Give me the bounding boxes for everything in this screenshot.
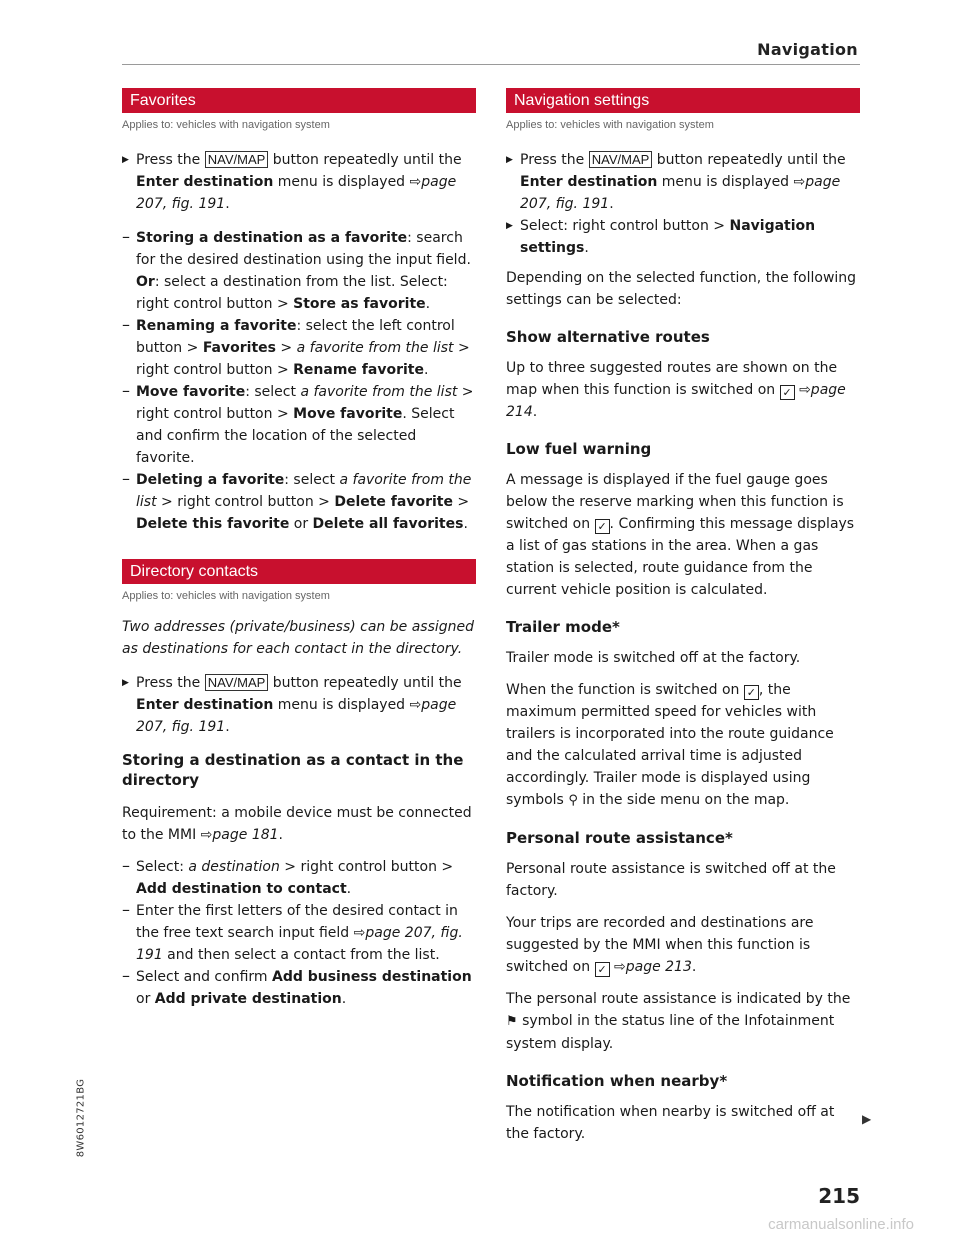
directory-intro: Two addresses (private/business) can be assigned as destinations for each contact in the directory. <box>122 619 475 657</box>
low-fuel-text: A message is displayed if the fuel gauge goes below the reserve marking when this function is switched on ✓ . Confirming this message displays a list of gas stations in the area. When a gas station is selected, route guidance from the current vehicle position is calculated. <box>506 472 855 598</box>
personal-default-text: Personal route assistance is switched off at the factory. <box>506 861 836 899</box>
nearby-text: The notification when nearby is switched off at the factory. <box>506 1104 835 1142</box>
header-rule <box>122 64 860 65</box>
nav-map-key: NAV/MAP <box>205 674 269 691</box>
directory-enter-item: – Enter the first letters of the desired contact in the free text search input field ⇨page 207, fig. 191 and then select a contact from the list. <box>122 900 463 963</box>
page-ref: ⇨page 207, fig. 191 <box>136 697 457 735</box>
directory-select-item: – Select: a destination > right control button > Add destination to contact. <box>122 856 454 897</box>
directory-step: ▶ Press the NAV/MAP button repeatedly until the Enter destination menu is displayed ⇨page 207, fig. 191. <box>122 672 476 738</box>
continue-arrow-icon: ▶ <box>862 1112 872 1126</box>
checkbox-icon: ✓ <box>744 685 759 700</box>
settings-step-2: ▶ Select: right control button > Navigation settings. <box>506 215 860 259</box>
trailer-heading: Trailer mode* <box>506 618 620 636</box>
alt-routes-heading: Show alternative routes <box>506 328 710 346</box>
nav-map-key: NAV/MAP <box>589 151 653 168</box>
alt-routes-text: Up to three suggested routes are shown on the map when this function is switched on ✓ ⇨page 214. <box>506 360 846 420</box>
favorites-move-item: – Move favorite: select a favorite from the list > right control button > Move favorite. Select and confirm the location of the selected favorite. <box>122 381 474 466</box>
directory-requirement: Requirement: a mobile device must be connected to the MMI ⇨page 181. <box>122 805 472 843</box>
page-ref: ⇨page 207, fig. 191 <box>136 174 457 212</box>
route-assist-icon: ⚑ <box>506 1014 518 1029</box>
watermark: carmanualsonline.info <box>768 1216 914 1233</box>
directory-applies: Applies to: vehicles with navigation system <box>122 590 330 602</box>
bullet-icon: ▶ <box>506 221 513 231</box>
right-column <box>506 88 860 1145</box>
directory-subheading: Storing a destination as a contact in the directory <box>122 751 464 789</box>
favorites-rename-item: – Renaming a favorite: select the left control button > Favorites > a favorite from the list > right control button > Rename favorite. <box>122 315 470 378</box>
favorites-delete-item: – Deleting a favorite: select a favorite from the list > right control button > Delete favorite > Delete this favorite or Delete all favorites. <box>122 469 472 532</box>
favorites-heading: Favorites <box>122 88 476 113</box>
bullet-icon: ▶ <box>122 678 129 688</box>
bullet-icon: ▶ <box>122 155 129 165</box>
directory-heading: Directory contacts <box>122 559 476 584</box>
low-fuel-heading: Low fuel warning <box>506 440 652 458</box>
settings-heading: Navigation settings <box>506 88 860 113</box>
side-code: 8W6012721BG <box>75 1078 87 1158</box>
checkbox-icon: ✓ <box>595 519 610 534</box>
nearby-heading: Notification when nearby* <box>506 1072 728 1090</box>
page-number: 215 <box>818 1184 860 1208</box>
header-title: Navigation <box>757 40 858 59</box>
directory-confirm-item: – Select and confirm Add business destination or Add private destination. <box>122 966 472 1007</box>
personal-heading: Personal route assistance* <box>506 829 733 847</box>
bullet-icon: ▶ <box>506 155 513 165</box>
left-column <box>122 88 476 1010</box>
trailer-text: When the function is switched on ✓ , the maximum permitted speed for vehicles with trailers is incorporated into the route guidance and the calculated arrival time is adjusted accordingly. Trailer mode is displayed using symbols ⚲ in the side menu on the map. <box>506 682 834 808</box>
trailer-icon: ⚲ <box>568 793 578 808</box>
personal-text: Your trips are recorded and destinations are suggested by the MMI when this function is switched on ✓ ⇨page 213. <box>506 915 814 976</box>
favorites-step: ▶ Press the NAV/MAP button repeatedly until the Enter destination menu is displayed ⇨page 207, fig. 191. <box>122 149 476 215</box>
settings-description: Depending on the selected function, the following settings can be selected: <box>506 270 857 308</box>
nav-map-key: NAV/MAP <box>205 151 269 168</box>
checkbox-icon: ✓ <box>595 962 610 977</box>
personal-indicator-text: The personal route assistance is indicated by the ⚑ symbol in the status line of the Infotainment system display. <box>506 991 851 1052</box>
settings-step-1: ▶ Press the NAV/MAP button repeatedly until the Enter destination menu is displayed ⇨page 207, fig. 191. <box>506 149 860 215</box>
favorites-applies: Applies to: vehicles with navigation system <box>122 119 330 131</box>
settings-applies: Applies to: vehicles with navigation system <box>506 119 714 131</box>
favorites-store-item: – Storing a destination as a favorite: search for the desired destination using the input field. Or: select a destination from the list. Select: right control button > Store as favorite. <box>122 227 471 312</box>
checkbox-icon: ✓ <box>780 385 795 400</box>
page-ref: ⇨page 207, fig. 191 <box>520 174 841 212</box>
trailer-default-text: Trailer mode is switched off at the factory. <box>506 650 801 666</box>
